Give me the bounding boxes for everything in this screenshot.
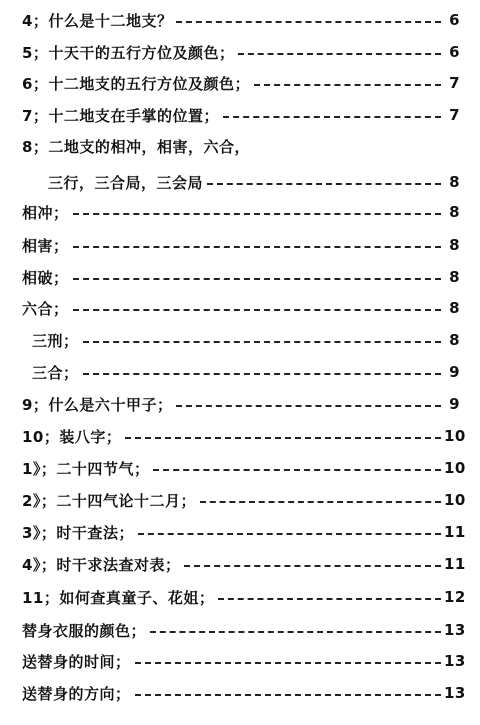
toc-leader [83,341,441,343]
toc-leader [184,565,441,567]
toc-page-number: 8 [449,236,460,254]
toc-entry-label: 1》；二十四节气； [22,459,150,478]
toc-leader [153,469,441,471]
toc-entry-label: 替身衣服的颜色； [22,621,147,640]
toc-entry [0,324,480,356]
toc-page-number: 11 [444,555,466,573]
toc-page-number: 8 [449,173,460,191]
toc-entry [0,356,480,388]
toc-leader [223,116,441,118]
toc-entry-label: 9；什么是六十甲子； [22,395,173,414]
toc-entry [0,261,480,293]
toc-entry [0,292,480,324]
toc-page-number: 8 [449,299,460,317]
toc-entry [0,581,480,613]
toc-entry [0,99,480,131]
toc-entry [0,229,480,261]
toc-page-number: 9 [449,395,460,413]
toc-entry-label: 六合； [22,299,69,318]
toc-leader [73,213,441,215]
toc-entry-label: 7；十二地支在手掌的位置； [22,106,219,125]
toc-leader [207,183,441,185]
toc-entry [0,388,480,420]
toc-entry [0,420,480,452]
toc-entry-label: 6；十二地支的五行方位及颜色； [22,74,250,93]
toc-page-number: 10 [444,427,466,445]
toc-leader [73,246,441,248]
toc-leader [176,405,441,407]
toc-leader [138,533,441,535]
toc-entry-label: 5；十天干的五行方位及颜色； [22,43,235,62]
toc-entry-label: 4；什么是十二地支？ [22,11,173,30]
toc-entry-label: 相破； [22,268,69,287]
toc-entry [0,614,480,646]
toc-page-number: 9 [449,363,460,381]
toc-entry [0,452,480,484]
toc-page-number: 8 [449,203,460,221]
toc-entry [0,4,480,36]
toc-entry-label: 相害； [22,236,69,255]
toc-leader [176,21,441,23]
toc-page-number: 8 [449,331,460,349]
toc-entry [0,36,480,68]
toc-page-number: 8 [449,268,460,286]
toc-page-number: 6 [449,11,460,29]
toc-entry-label: 送替身的方向； [22,684,131,703]
toc-entry [0,645,480,677]
toc-entry-label: 4》；时干求法查对表； [22,555,181,574]
toc-leader [238,53,441,55]
toc-page-number: 13 [444,684,466,702]
toc-entry [0,130,480,162]
toc-leader [73,278,441,280]
toc-leader [254,84,441,86]
toc-leader [83,373,441,375]
toc-page-number: 10 [444,459,466,477]
toc-page-number: 6 [449,43,460,61]
toc-entry [0,166,480,198]
toc-leader [150,631,441,633]
toc-entry-label: 11；如何查真童子、花姐； [22,588,215,607]
toc-entry-label: 相冲； [22,203,69,222]
toc-leader [200,501,441,503]
toc-entry [0,196,480,228]
toc-entry-label: 三合； [32,363,79,382]
toc-entry-label: 10；装八字； [22,427,122,446]
toc-page-number: 11 [444,523,466,541]
toc-leader [125,437,441,439]
toc-leader [135,694,441,696]
toc-entry [0,484,480,516]
toc-page-number: 10 [444,491,466,509]
toc-leader [73,309,441,311]
toc-entry-label: 送替身的时间； [22,652,131,671]
toc-page-number: 7 [449,74,460,92]
toc-page-number: 13 [444,621,466,639]
toc-page-number: 13 [444,652,466,670]
toc-entry-label: 三行，三合局，三会局 [48,173,204,192]
toc-entry-label: 8；二地支的相冲，相害，六合， [22,137,250,156]
toc-page-number: 7 [449,106,460,124]
toc-entry [0,548,480,580]
toc-entry [0,516,480,548]
toc-entry [0,677,480,709]
toc-entry-label: 2》；二十四气论十二月； [22,491,196,510]
toc-entry-label: 三刑； [32,331,79,350]
toc-page-number: 12 [444,588,466,606]
toc-entry-label: 3》；时干查法； [22,523,134,542]
toc-leader [218,598,441,600]
toc-leader [135,662,441,664]
toc-entry [0,67,480,99]
